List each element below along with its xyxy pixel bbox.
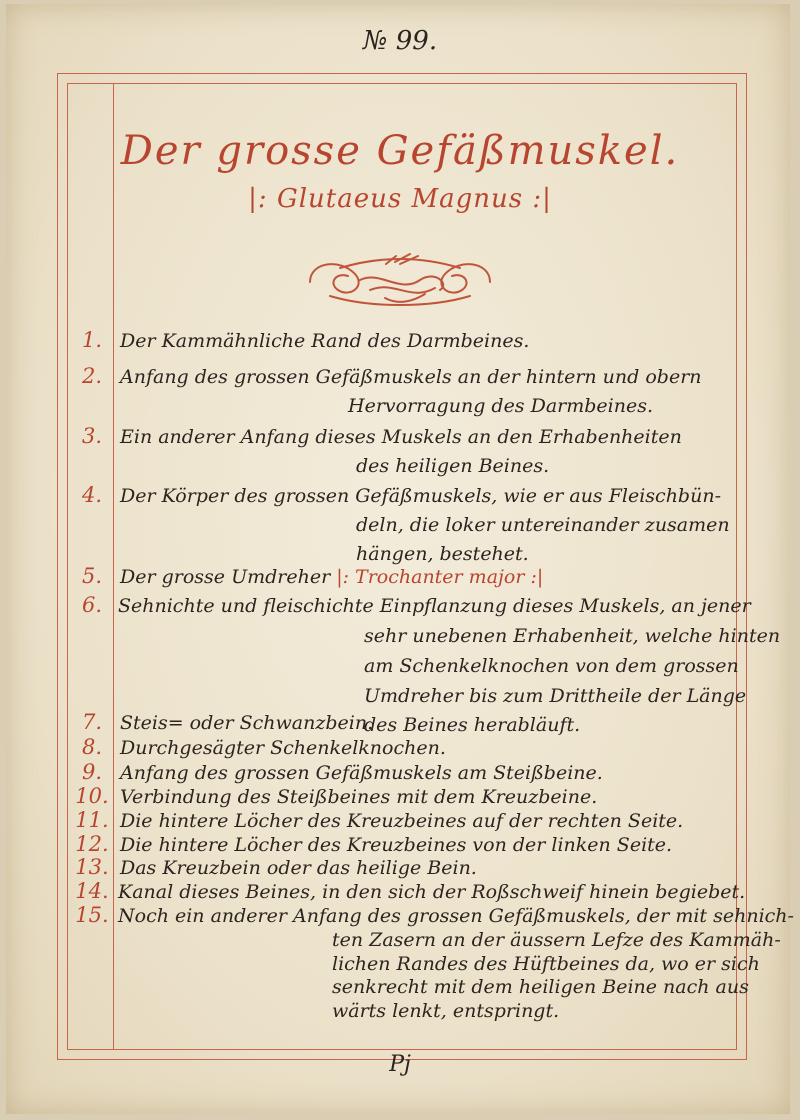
entry-text-line: Verbindung des Steißbeines mit dem Kreuzbeine. [120,786,598,808]
entry-text-line: hängen, bestehet. [356,543,529,565]
entry-number: 7. [81,710,103,734]
entry-text-line: senkrecht mit dem heiligen Beine nach aus [332,976,749,998]
entry-text-line: Hervorragung des Darmbeines. [348,395,654,417]
entry-text-line: des Beines herabläuft. [364,714,581,736]
latin-term: |: Trochanter major :| [330,566,544,588]
entry-number: 8. [81,735,103,759]
entry-text-line: Die hintere Löcher des Kreuzbeines von der linken Seite. [120,834,673,856]
entry-text-line: Anfang des grossen Gefäßmuskels an der hintern und obern [120,366,702,388]
entry-number: 6. [81,593,103,617]
entry-text-line: Der Kammähnliche Rand des Darmbeines. [120,330,530,352]
entry-text-line: Der grosse Umdreher |: Trochanter major :| [120,566,544,588]
entry-text-line: Die hintere Löcher des Kreuzbeines auf der rechten Seite. [120,810,684,832]
entry-number: 15. [75,903,109,927]
entry-text-line: deln, die loker untereinander zusamen [356,514,730,536]
entry-text-line: Anfang des grossen Gefäßmuskels am Steißbeine. [120,762,603,784]
entry-number: 1. [81,328,103,352]
entry-text-line: Der Körper des grossen Gefäßmuskels, wie er aus Fleischbün- [120,485,721,507]
entry-text-line: des heiligen Beines. [356,455,550,477]
entry-number: 9. [81,760,103,784]
entry-text-line: Noch ein anderer Anfang des grossen Gefäßmuskels, der mit sehnich- [118,905,794,927]
signature-mark: Pj [389,1052,411,1077]
entry-text-line: am Schenkelknochen von dem grossen [364,655,739,677]
entry-number: 14. [75,879,109,903]
latin-subtitle: |: Glutaeus Magnus :| [248,184,552,214]
entry-text-line: lichen Randes des Hüftbeines da, wo er sich [332,953,760,975]
entry-number: 4. [81,483,103,507]
entry-text-line: Steis= oder Schwanzbein. [120,712,374,734]
entry-text-line: sehr unebenen Erhabenheit, welche hinten [364,625,781,647]
page-number: № 99. [362,26,438,56]
entry-number: 3. [81,424,103,448]
entry-number: 13. [75,855,109,879]
entry-text-line: Ein anderer Anfang dieses Muskels an den Erhabenheiten [120,426,682,448]
entry-text-line: wärts lenkt, entspringt. [332,1000,560,1022]
entry-text-line: Durchgesägter Schenkelknochen. [120,737,446,759]
entry-number: 5. [81,564,103,588]
entry-number: 2. [81,364,103,388]
entry-text-line: Das Kreuzbein oder das heilige Bein. [120,857,477,879]
entry-text-line: Kanal dieses Beines, in den sich der Roßschweif hinein begiebet. [118,881,746,903]
entry-number: 12. [75,832,109,856]
entry-text-line: ten Zasern an der äussern Lefze des Kammäh- [332,929,781,951]
entry-text-line: Sehnichte und fleischichte Einpflanzung dieses Muskels, an jener [118,595,751,617]
entry-text-line: Umdreher bis zum Drittheile der Länge [364,685,747,707]
entry-number: 11. [75,808,109,832]
entry-number: 10. [75,784,109,808]
page-title: Der grosse Gefäßmuskel. [120,128,680,174]
